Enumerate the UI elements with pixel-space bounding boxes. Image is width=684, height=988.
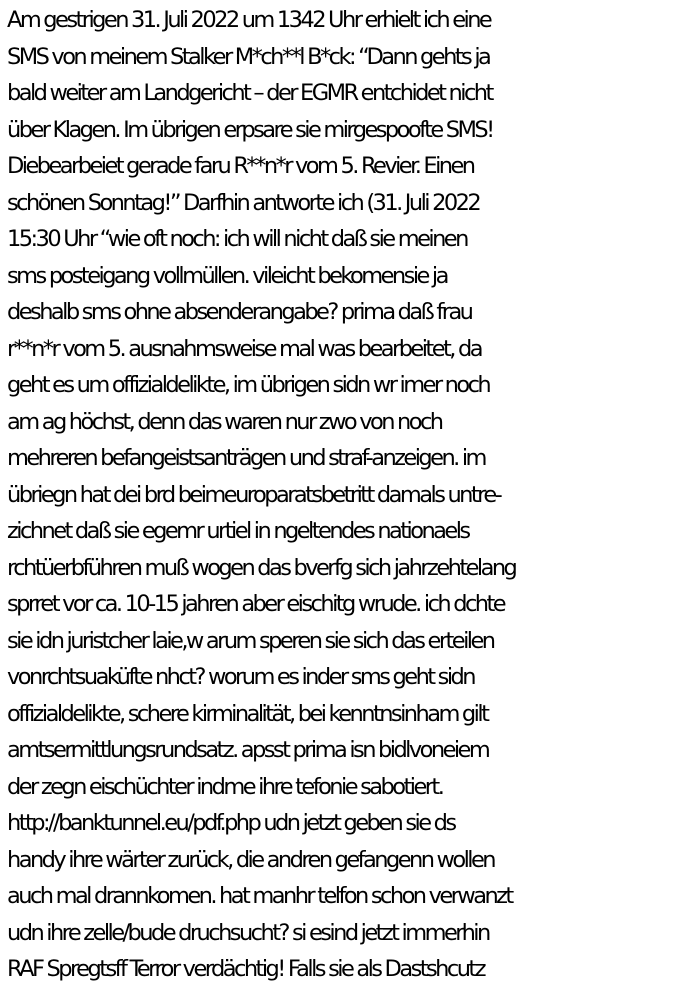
text-line: am ag höchst, denn das waren nur zwo von noch: [7, 408, 442, 435]
text-line: schönen Sonntag!” Darfhin antworte ich (31. Juli 2022: [7, 189, 480, 216]
text-line: zichnet daß sie egemr urtiel in ngeltendes nationaels: [7, 518, 469, 544]
text-line: bald weiter am Landgericht – der EGMR entchidet nicht: [7, 80, 492, 106]
text-line: geht es um offizialdelikte, im übrigen sidn wr imer noch: [7, 372, 490, 398]
text-line: sms posteigang vollmüllen. vileicht bekomensie ja: [7, 262, 447, 289]
text-line: sie idn juristcher laie,w arum speren sie sich das erteilen: [7, 627, 494, 654]
document-page: [7, 2, 683, 982]
text-line: sprret vor ca. 10-15 jahren aber eischitg wrude. ich dchte: [7, 591, 505, 617]
text-line: deshalb sms ohne absenderangabe? prima daß frau: [7, 299, 472, 325]
text-line: r**n*r vom 5. ausnahmsweise mal was bearbeitet, da: [7, 335, 481, 362]
text-line: RAF Spregtsff Terror verdächtig! Falls sie als Dastshcutz: [7, 956, 484, 982]
text-line: vonrchtsuaküfte nhct? worum es inder sms geht sidn: [7, 664, 474, 690]
text-line: Diebearbeiet gerade faru R**n*r vom 5. Revier. Einen: [7, 153, 474, 179]
text-line: amtsermittlungsrundsatz. apsst prima isn bidlvoneiem: [7, 737, 489, 763]
text-line: handy ihre wärter zurück, die andren gefangenn wollen: [7, 846, 495, 873]
text-line: über Klagen. Im übrigen erpsare sie mirgespoofte SMS!: [7, 116, 493, 143]
text-line: auch mal drannkomen. hat manhr telfon schon verwanzt: [7, 883, 512, 909]
text-line: mehreren befangeistsanträgen und straf-anzeigen. im: [7, 445, 485, 471]
text-line: udn ihre zelle/bude druchsucht? si esind jetzt immerhin: [7, 919, 489, 946]
text-line: rchtüerbführen muß wogen das bverfg sich jahrzehtelang: [7, 554, 516, 581]
text-line: offizialdelikte, schere kirminalität, bei kenntnsinham gilt: [7, 700, 488, 727]
text-line: 15:30 Uhr “wie oft noch: ich will nicht daß sie meinen: [7, 226, 467, 252]
text-line: Am gestrigen 31. Juli 2022 um 1342 Uhr erhielt ich eine: [7, 7, 491, 33]
text-line: SMS von meinem Stalker M*ch**l B*ck: “Dann gehts ja: [7, 43, 490, 70]
text-line: der zegn eischüchter indme ihre tefonie sabotiert.: [7, 773, 443, 800]
text-line: http://banktunnel.eu/pdf.php udn jetzt geben sie ds: [7, 810, 455, 836]
text-line: übriegn hat dei brd beimeuroparatsbetritt damals untre-: [7, 481, 501, 508]
